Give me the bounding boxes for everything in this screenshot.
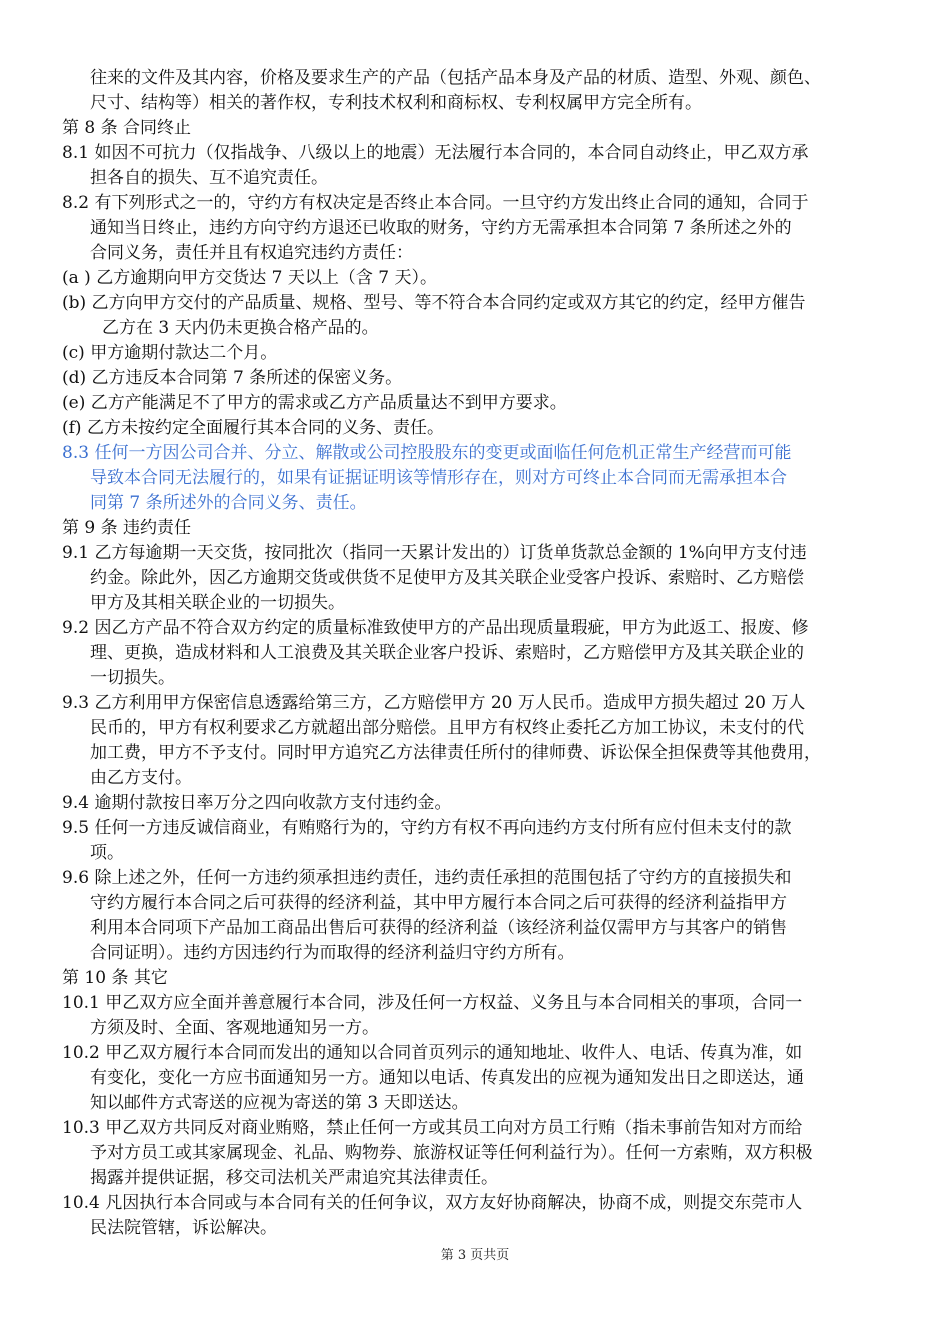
text-line: 10.2 甲乙双方履行本合同而发出的通知以合同首页列示的通知地址、收件人、电话、传真为准，如 <box>62 1043 803 1063</box>
text-line: 同第 7 条所述外的合同义务、责任。 <box>90 493 367 513</box>
text-line: 民币的，甲方有权利要求乙方就超出部分赔偿。且甲方有权终止委托乙方加工协议，未支付的代 <box>90 718 804 738</box>
clause-paragraph <box>62 1116 882 1191</box>
text-line: 知以邮件方式寄送的应视为寄送的第 3 天即送达。 <box>90 1093 469 1113</box>
contract-body <box>62 66 882 1241</box>
clause-paragraph <box>62 791 882 816</box>
text-line: 守约方履行本合同之后可获得的经济利益，其中甲方履行本合同之后可获得的经济利益指甲方 <box>90 893 787 913</box>
clause-paragraph <box>62 866 882 966</box>
text-line: 项。 <box>90 843 124 863</box>
text-line: 甲方及其相关联企业的一切损失。 <box>90 593 345 613</box>
text-line: 第 10 条 其它 <box>62 968 168 988</box>
text-line: 约金。除此外，因乙方逾期交货或供货不足使甲方及其关联企业受客户投诉、索赔时、乙方赔偿 <box>90 568 804 588</box>
page-footer: 第 3 页共页 <box>440 1248 510 1263</box>
text-line: (e) 乙方产能满足不了甲方的需求或乙方产品质量达不到甲方要求。 <box>62 393 567 413</box>
clause-paragraph <box>62 266 882 291</box>
text-line: (c) 甲方逾期付款达二个月。 <box>62 343 278 363</box>
clause-paragraph <box>62 416 882 441</box>
text-line: 乙方在 3 天内仍未更换合格产品的。 <box>102 318 379 338</box>
text-line: 民法院管辖，诉讼解决。 <box>90 1218 277 1238</box>
text-line: 加工费，甲方不予支付。同时甲方追究乙方法律责任所付的律师费、诉讼保全担保费等其他费用， <box>90 743 821 763</box>
clause-paragraph <box>62 616 882 691</box>
text-line: 尺寸、结构等）相关的著作权，专利技术权利和商标权、专利权属甲方完全所有。 <box>90 93 702 113</box>
text-line: 10.4 凡因执行本合同或与本合同有关的任何争议，双方友好协商解决，协商不成，则提交东莞市人 <box>62 1193 803 1213</box>
text-line: (f) 乙方未按约定全面履行其本合同的义务、责任。 <box>62 418 444 438</box>
clause-paragraph <box>62 816 882 866</box>
text-line: 揭露并提供证据，移交司法机关严肃追究其法律责任。 <box>90 1168 498 1188</box>
text-line: 利用本合同项下产品加工商品出售后可获得的经济利益（该经济利益仅需甲方与其客户的销售 <box>90 918 787 938</box>
text-line: 有变化，变化一方应书面通知另一方。通知以电话、传真发出的应视为通知发出日之即送达，通 <box>90 1068 804 1088</box>
clause-paragraph <box>62 1041 882 1116</box>
text-line: 8.2 有下列形式之一的，守约方有权决定是否终止本合同。一旦守约方发出终止合同的通知，合同于 <box>62 193 809 213</box>
clause-paragraph <box>62 391 882 416</box>
text-line: 8.1 如因不可抗力（仅指战争、八级以上的地震）无法履行本合同的，本合同自动终止，甲乙双方承 <box>62 143 809 163</box>
text-line: (a ) 乙方逾期向甲方交货达 7 天以上（含 7 天）。 <box>62 268 437 288</box>
text-line: 第 8 条 合同终止 <box>62 118 192 138</box>
clause-paragraph <box>62 66 882 116</box>
text-line: 9.5 任何一方违反诚信商业，有贿赂行为的，守约方有权不再向违约方支付所有应付但未支付的款 <box>62 818 792 838</box>
clause-paragraph <box>62 366 882 391</box>
text-line: (d) 乙方违反本合同第 7 条所述的保密义务。 <box>62 368 403 388</box>
text-line: 第 9 条 违约责任 <box>62 518 192 538</box>
text-line: 导致本合同无法履行的，如果有证据证明该等情形存在，则对方可终止本合同而无需承担本合 <box>90 468 787 488</box>
clause-paragraph <box>62 141 882 191</box>
clause-paragraph <box>62 691 882 791</box>
text-line: 8.3 任何一方因公司合并、分立、解散或公司控股股东的变更或面临任何危机正常生产经营而可能 <box>62 443 792 463</box>
clause-paragraph <box>62 341 882 366</box>
text-line: 10.1 甲乙双方应全面并善意履行本合同，涉及任何一方权益、义务且与本合同相关的事项，合同一 <box>62 993 803 1013</box>
text-line: 理、更换，造成材料和人工浪费及其关联企业客户投诉、索赔时，乙方赔偿甲方及其关联企业的 <box>90 643 804 663</box>
clause-paragraph <box>62 441 882 516</box>
clause-paragraph <box>62 991 882 1041</box>
text-line: 9.1 乙方每逾期一天交货，按同批次（指同一天累计发出的）订货单货款总金额的 1%向甲方支付违 <box>62 543 807 563</box>
text-line: 担各自的损失、互不追究责任。 <box>90 168 328 188</box>
text-line: 由乙方支付。 <box>90 768 192 788</box>
text-line: 一切损失。 <box>90 668 175 688</box>
text-line: 往来的文件及其内容，价格及要求生产的产品（包括产品本身及产品的材质、造型、外观、颜色、 <box>90 68 821 88</box>
article-heading <box>62 116 882 141</box>
text-line: 合同证明）。违约方因违约行为而取得的经济利益归守约方所有。 <box>90 943 575 963</box>
text-line: 10.3 甲乙双方共同反对商业贿赂，禁止任何一方或其员工向对方员工行贿（指未事前告知对方而给 <box>62 1118 803 1138</box>
clause-paragraph <box>62 1191 882 1241</box>
clause-paragraph <box>62 541 882 616</box>
clause-paragraph <box>62 191 882 266</box>
text-line: 方须及时、全面、客观地通知另一方。 <box>90 1018 379 1038</box>
text-line: 9.6 除上述之外，任何一方违约须承担违约责任，违约责任承担的范围包括了守约方的直接损失和 <box>62 868 792 888</box>
article-heading <box>62 966 882 991</box>
text-line: 通知当日终止，违约方向守约方退还已收取的财务，守约方无需承担本合同第 7 条所述之外的 <box>90 218 792 238</box>
text-line: 合同义务，责任并且有权追究违约方责任： <box>90 243 413 263</box>
article-heading <box>62 516 882 541</box>
text-line: 9.2 因乙方产品不符合双方约定的质量标准致使甲方的产品出现质量瑕疵，甲方为此返工、报废、修 <box>62 618 809 638</box>
text-line: 9.4 逾期付款按日率万分之四向收款方支付违约金。 <box>62 793 452 813</box>
text-line: 予对方员工或其家属现金、礼品、购物券、旅游权证等任何利益行为）。任何一方索贿，双方积极 <box>90 1143 813 1163</box>
clause-paragraph <box>62 291 882 341</box>
text-line: (b) 乙方向甲方交付的产品质量、规格、型号、等不符合本合同约定或双方其它的约定，经甲方催告 <box>62 293 806 313</box>
text-line: 9.3 乙方利用甲方保密信息透露给第三方，乙方赔偿甲方 20 万人民币。造成甲方损失超过 20 万人 <box>62 693 806 713</box>
